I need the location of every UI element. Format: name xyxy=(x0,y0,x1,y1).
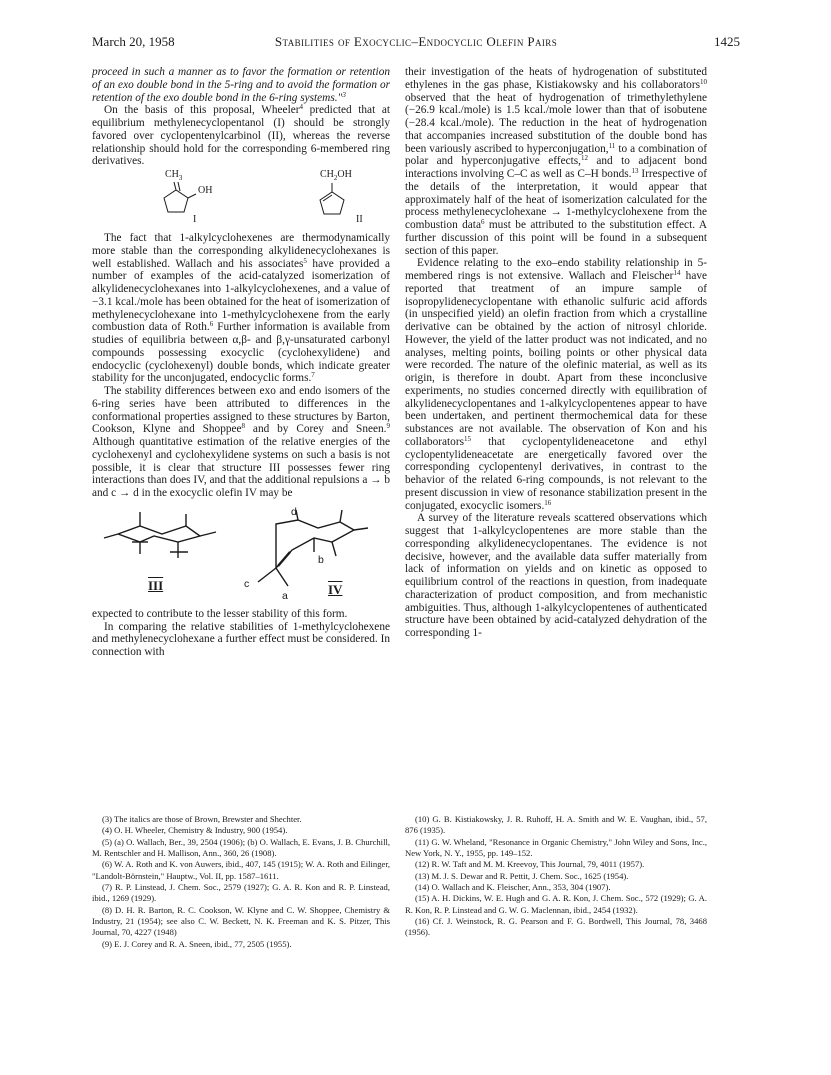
footnote: (7) R. P. Linstead, J. Chem. Soc., 2579 (1927); G. A. R. Kon and R. P. Linstead, ibid., 1269 (1929). xyxy=(92,882,390,904)
figure-label-a: a xyxy=(282,589,288,602)
header-title: Stabilities of Exocyclic–Endocyclic Olefin Pairs xyxy=(274,34,558,49)
footnote: (3) The italics are those of Brown, Brewster and Shechter. xyxy=(102,814,302,824)
figure-III-IV-drawing xyxy=(92,506,390,604)
struct-I-methyl: $CH_3$ xyxy=(165,169,183,182)
footnote: (5) (a) O. Wallach, Ber., 39, 2504 (1906); (b) O. Wallach, E. Evans, J. B. Churchill, M. Rentschler and H. Mallison, Ann., 360, 26 (1908). xyxy=(92,836,390,859)
figure-label-III: III xyxy=(148,577,164,593)
footnote: (6) W. A. Roth and K. von Auwers, ibid., 407, 145 (1915); W. A. Roth and Eilinger, "Landolt-Börnstein," Hauptw., Vol. II, pp. 1587–1611. xyxy=(92,859,390,881)
footnote: (4) O. H. Wheeler, Chemistry & Industry, 900 (1954). xyxy=(102,825,288,836)
paragraph-evidence: Evidence relating to the exo–endo stability relationship in 5-membered rings is not extensive. Wallach and Fleischer$^{14}$ have reported that treatment of an impure sample of isopropylidenecyclopentane with ethanolic sulfuric acid affords (in unspecified yield) an olefin fraction from which a crystalline derivative can be obtained by the action of nitrosyl chloride. However, the yield of the latter product was not indicated, and no analyses, melting points, boiling points or other physical data were recorded. The nature of the olefinic material, as well as its origin, is therefore in doubt. Apart from these inconclusive experiments, no studies concerned directly with equilibration of alkylidenecyclopentanes and 1-alkylcyclopentenes appear to have been undertaken, and pertinent thermochemical data for these substances are not available. The observation of Kon and his collaborators$^{15}$ that cyclopentylideneacetone and ethyl cyclopentylideneacetate are energetically favored over the corresponding cyclopentenyl derivatives, in contrast to the behavior of the related 6-ring compounds, is not relevant to the present discussion in view of resonance stabilization present in the conjugated, exocyclic isomers.$^{16}$ xyxy=(405,257,707,512)
footnote: (8) D. H. R. Barton, R. C. Cookson, W. Klyne and C. W. Shoppee, Chemistry & Industry, 21 (1954); see also C. W. Beckett, N. K. Freeman and K. S. Pitzer, This Journal, 70, 4227 (1948) xyxy=(92,904,390,938)
footnote: (10) G. B. Kistiakowsky, J. R. Ruhoff, H. A. Smith and W. E. Vaughan, ibid., 57, 876 (1935). xyxy=(405,814,707,836)
paragraph-stability-differences: The stability differences between exo and endo isomers of the 6-ring series have been attributed to differences in the conformational properties assigned to these structures by Barton, Cookson, Klyne and Shoppee$^8$ and by Corey and Sneen.$^9$ Although quantitative estimation of the relative energies of the cyclohexenyl and cyclohexylidene systems on such a basis is not possible, it is clear that structure III possesses fewer ring interactions than does IV, and that the additional repulsions a → b and c → d in the exocyclic olefin IV may be xyxy=(92,385,390,499)
footnote: (12) R. W. Taft and M. M. Kreevoy, This Journal, 79, 4011 (1957). xyxy=(415,859,645,870)
footnote: (15) A. H. Dickins, W. E. Hugh and G. A. R. Kon, J. Chem. Soc., 572 (1929); G. A. R. Kon, R. P. Linstead and G. W. G. Maclennan, ibid., 2454 (1932). xyxy=(405,893,707,915)
figure-label-d: d xyxy=(291,505,297,518)
figure-label-IV: IV xyxy=(328,581,343,597)
figure-III-IV xyxy=(92,506,390,604)
paragraph-hydrogenation: their investigation of the heats of hydrogenation of substituted ethylenes in the gas phase, Kistiakowsky and his collaborators$^{10}$ observed that the heat of hydrogenation of trimethylethylene (−26.9 kcal./mole) is 1.5 kcal./mole lower than that of isobutene (−28.4 kcal./mole). The reduction in the heat of hydrogenation that accompanies increased substitution of the double bond has been variously ascribed to hyperconjugation,$^{11}$ to a combination of polar and hyperconjugative effects,$^{12}$ and to adjacent bond interactions involving C–C as well as C–H bonds.$^{13}$ Irrespective of the details of the interpretation, it would appear that approximately half of the heat of isomerization calculated for the process methylenecyclohexane → 1-methylcyclohexene from the combustion data$^6$ must be attributed to the substitution effect. A further discussion of this point will be found in a subsequent section of this paper. xyxy=(405,66,707,257)
footnotes-right xyxy=(405,814,707,939)
paragraph-comparing: In comparing the relative stabilities of 1-methylcyclohexene and methylenecyclohexane a further effect must be considered. In connection with xyxy=(92,620,390,658)
structures-I-II xyxy=(92,170,390,228)
struct-I-label: I xyxy=(193,214,197,225)
footnote: (14) O. Wallach and K. Fleischer, Ann., 353, 304 (1907). xyxy=(415,882,611,893)
left-column xyxy=(92,66,390,659)
paragraph-wheeler: On the basis of this proposal, Wheeler$^4$ predicted that at equilibrium methylenecyclopentanol (I) should be strongly favored over cyclopentenylcarbinol (II), whereas the reverse relationship should hold for the corresponding 6-membered ring derivatives. xyxy=(92,103,390,168)
figure-label-c: c xyxy=(244,577,250,590)
footnote: (16) Cf. J. Weinstock, R. G. Pearson and F. G. Bordwell, This Journal, 78, 3468 (1956). xyxy=(405,916,707,938)
running-header xyxy=(92,34,740,50)
struct-II-label: II xyxy=(356,214,363,225)
footnotes-left xyxy=(92,814,390,950)
footnote: (11) G. W. Wheland, "Resonance in Organic Chemistry," John Wiley and Sons, Inc., New York, N. Y., 1955, pp. 149–152. xyxy=(405,836,707,859)
paragraph-survey: A survey of the literature reveals scattered observations which suggest that 1-alkylcyclopentenes are more stable than the corresponding alkylidenecyclopentanes. The evidence is not decisive, however, and the available data suffer materially from lack of information on yields and on kinetic as opposed to equilibrium control of the reactions in question, from inadequate characterization of product composition, and from mechanistic ambiguities. Thus, although 1-alkylcyclopentenes of authenticated structure have been obtained by acid-catalyzed dehydration of the corresponding 1- xyxy=(405,512,707,639)
figure-label-b: b xyxy=(318,553,324,566)
paragraph-quote: proceed in such a manner as to favor the formation or retention of an exo double bond in the 5-ring and to avoid the formation or retention of the exo double bond in the 6-ring systems."$^3$ xyxy=(92,66,390,104)
paragraph-alkylcyclohexenes: The fact that 1-alkylcyclohexenes are thermodynamically more stable than the corresponding alkylidenecyclohexanes is well established. Wallach and his associates$^5$ have provided a number of examples of the acid-catalyzed isomerization of alkylidenecyclohexanes into 1-alkylcyclohexenes, and a value of −3.1 kcal./mole has been obtained for the heat of isomerization of methylenecyclohexane into 1-methylcyclohexene from the early combustion data of Roth.$^6$ Further information is available from studies of equilibria between α,β- and β,γ-unsaturated carbonyl compounds possessing exocyclic (cyclohexylidene) and endocyclic (cyclohexenyl) double bonds, which indicate greater stability for the unconjugated, endocyclic forms.$^7$ xyxy=(92,232,390,385)
footnote: (13) M. J. S. Dewar and R. Pettit, J. Chem. Soc., 1625 (1954). xyxy=(415,870,629,881)
paragraph-expected: expected to contribute to the lesser stability of this form. xyxy=(92,607,348,620)
header-date: March 20, 1958 xyxy=(92,34,175,49)
struct-I-hydroxyl: OH xyxy=(198,185,213,196)
page-number: 1425 xyxy=(714,34,740,49)
struct-II-group: $CH_2OH$ xyxy=(320,169,352,182)
right-column xyxy=(405,66,707,640)
footnote: (9) E. J. Corey and R. A. Sneen, ibid., 77, 2505 (1955). xyxy=(102,938,292,949)
